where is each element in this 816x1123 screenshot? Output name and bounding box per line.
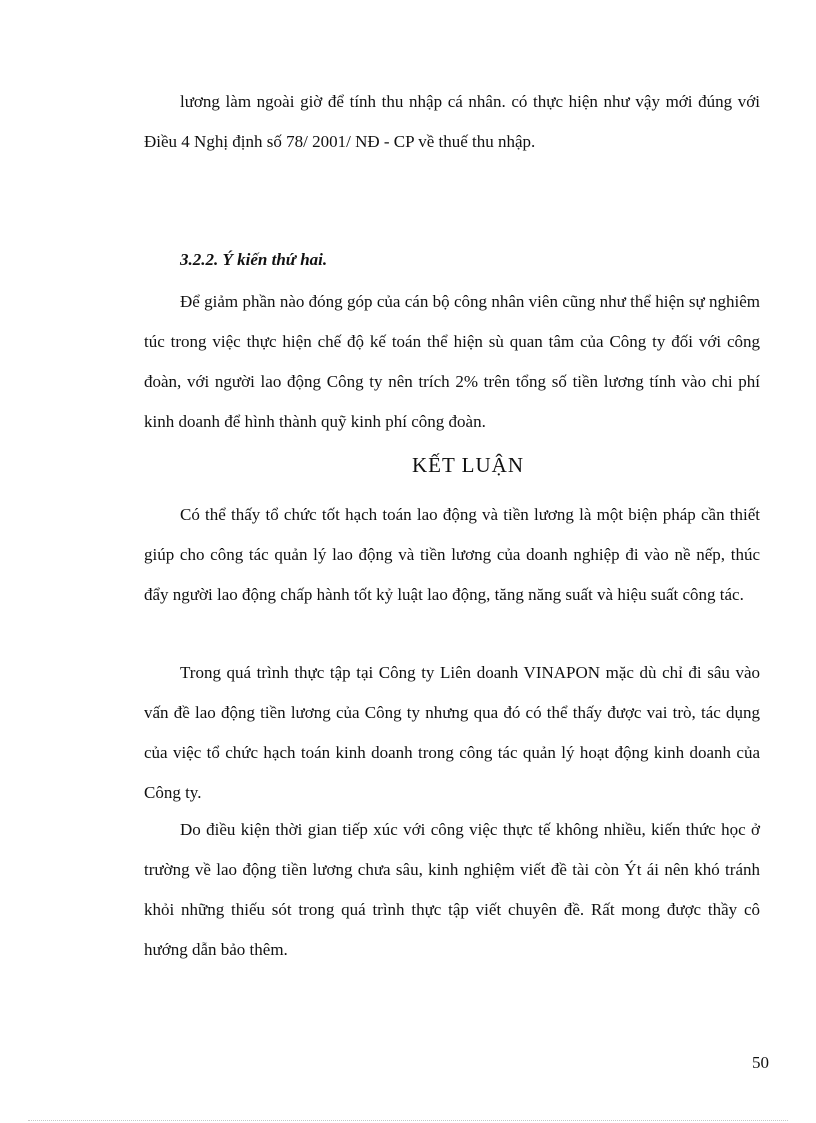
intro-paragraph: lương làm ngoài giờ để tính thu nhập cá nhân. có thực hiện như vậy mới đúng với Điều 4 Nghị định số 78/ 2001/ NĐ - CP về thuế thu nhập. [144,92,760,151]
intro-block [144,82,760,162]
conclusion-block-1 [144,495,760,615]
section-heading: 3.2.2. Ý kiến thứ hai. [180,250,328,269]
section-paragraph: Để giảm phần nào đóng góp của cán bộ công nhân viên cũng như thể hiện sự nghiêm túc trong việc thực hiện chế độ kế toán thể hiện sù quan tâm của Công ty đối với công đoàn, với người lao động Công ty nên trích 2% trên tổng số tiền lương tính vào chi phí kinh doanh để hình thành quỹ kinh phí công đoàn. [144,292,760,431]
conclusion-block-2 [144,653,760,813]
conclusion-paragraph-3: Do điều kiện thời gian tiếp xúc với công việc thực tế không nhiều, kiến thức học ở trường về lao động tiền lương chưa sâu, kinh nghiệm viết đề tài còn Ýt ái nên khó tránh khỏi những thiếu sót trong quá trình thực tập viết chuyên đề. Rất mong được thầy cô hướng dẫn bảo thêm. [144,820,760,959]
conclusion-paragraph-2: Trong quá trình thực tập tại Công ty Liên doanh VINAPON mặc dù chỉ đi sâu vào vấn đề lao động tiền lương của Công ty nhưng qua đó có thể thấy được vai trò, tác dụng của việc tổ chức hạch toán kinh doanh trong công tác quản lý hoạt động kinh doanh của Công ty. [144,663,760,802]
conclusion-block-3 [144,810,760,970]
page-bottom-divider [28,1120,788,1121]
conclusion-heading: KẾT LUẬN [411,453,524,477]
conclusion-paragraph-1: Có thể thấy tổ chức tốt hạch toán lao động và tiền lương là một biện pháp cần thiết giúp cho công tác quản lý lao động và tiền lương của doanh nghiệp đi vào nề nếp, thúc đẩy người lao động chấp hành tốt kỷ luật lao động, tăng năng suất và hiệu suất công tác. [144,505,760,604]
section-block [144,282,760,442]
page-number: 50 [752,1053,769,1072]
